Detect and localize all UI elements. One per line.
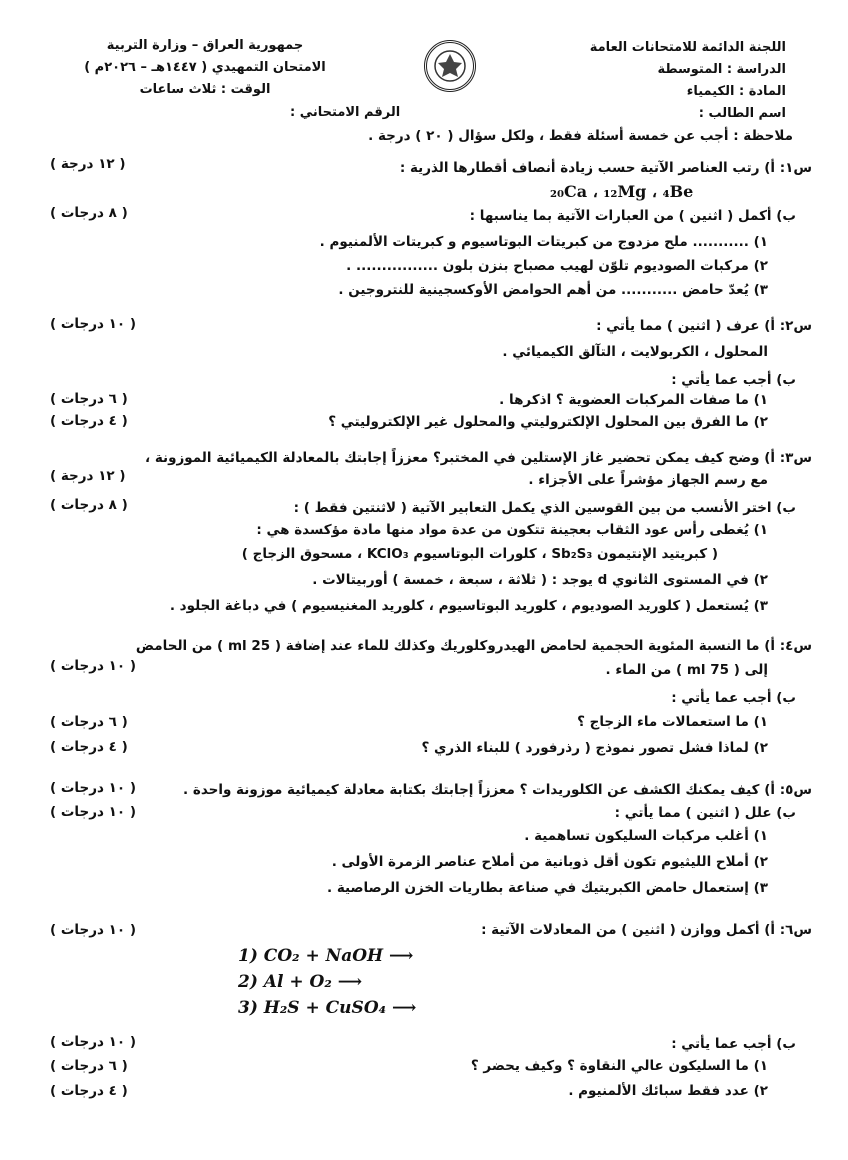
q3-part-a-line2: مع رسم الجهاز مؤشراً على الأجزاء .: [528, 472, 768, 488]
republic-ministry: جمهورية العراق – وزارة التربية: [106, 38, 304, 53]
q2-item-1: ١) ما صفات المركبات العضوية ؟ اذكرها .: [499, 392, 768, 408]
q2-item-2-marks: ( ٤ درجات ): [50, 413, 128, 429]
q1-item-3: ٣) يُعدّ حامض ........... من أهم الحوامض الأوكسجينية للنتروجين .: [338, 282, 768, 298]
q4-part-a-line1: س٤: أ) ما النسبة المئوية الحجمية لحامض الهيدروكلوريك وكذلك للماء عند إضافة ( 25 ml ) من الحامض: [135, 638, 812, 654]
q2-terms: المحلول ، الكربولايت ، التآلق الكيميائي .: [502, 344, 768, 360]
q5-item-3: ٣) إستعمال حامض الكبريتيك في صناعة بطاريات الخزن الرصاصية .: [326, 880, 768, 896]
student-name-label: اسم الطالب :: [698, 106, 786, 121]
q4-item-1: ١) ما استعمالات ماء الزجاج ؟: [577, 714, 768, 730]
q3-item-1-options: ( كبريتيد الإنتيمون Sb₂S₃ ، كلورات البوتاسيوم KClO₃ ، مسحوق الزجاج ): [241, 546, 718, 562]
exam-note: ملاحظة : أجب عن خمسة أسئلة فقط ، ولكل سؤال ( ٢٠ ) درجة .: [368, 128, 793, 144]
q1-part-a: س١: أ) رتب العناصر الآتية حسب زيادة أنصاف أقطارها الذرية :: [399, 160, 812, 176]
committee-name: اللجنة الدائمة للامتحانات العامة: [589, 40, 786, 55]
q5-part-b: ب) علل ( اثنين ) مما يأتي :: [614, 805, 796, 821]
q4-item-2: ٢) لماذا فشل تصور نموذج ( رذرفورد ) للبناء الذري ؟: [421, 740, 768, 756]
q2-item-2: ٢) ما الفرق بين المحلول الإلكتروليتي والمحلول غير الإلكتروليتي ؟: [328, 414, 768, 430]
q6-b-marks: ( ١٠ درجات ): [50, 1034, 136, 1050]
q4-part-a-line2: إلى ( 75 ml ) من الماء .: [605, 662, 768, 678]
q5-b-marks: ( ١٠ درجات ): [50, 804, 136, 820]
q1-item-2: ٢) مركبات الصوديوم تلوّن لهيب مصباح بنزن بلون ................ .: [346, 258, 768, 274]
q6-item-1: ١) ما السليكون عالي النقاوة ؟ وكيف يحضر ؟: [470, 1058, 768, 1074]
q6-a-marks: ( ١٠ درجات ): [50, 922, 136, 938]
subject: المادة : الكيمياء: [686, 84, 786, 99]
q6-item-2: ٢) عدد فقط سبائك الألمنيوم .: [568, 1083, 768, 1099]
exam-title: الامتحان التمهيدي ( ١٤٤٧هـ – ٢٠٢٦م ): [84, 60, 326, 75]
q6-part-b: ب) أجب عما يأتي :: [671, 1036, 796, 1052]
q3-item-3: ٣) يُستعمل ( كلوريد الصوديوم ، كلوريد البوتاسيوم ، كلوريد المغنيسيوم ) في دباغة الجلود .: [169, 598, 768, 614]
q2-item-1-marks: ( ٦ درجات ): [50, 391, 128, 407]
q2-part-b: ب) أجب عما يأتي :: [671, 372, 796, 388]
q5-item-1: ١) أغلب مركبات السليكون تساهمية .: [524, 828, 768, 844]
q1-b-marks: ( ٨ درجات ): [50, 205, 128, 221]
q3-b-marks: ( ٨ درجات ): [50, 497, 128, 513]
exam-time: الوقت : ثلاث ساعات: [139, 82, 271, 97]
q6-equation-3: 3) H₂S + CuSO₄ ⟶: [238, 998, 417, 1018]
q3-part-b: ب) اختر الأنسب من بين القوسين الذي يكمل التعابير الآتية ( لاثنتين فقط ) :: [293, 500, 796, 516]
q3-item-1: ١) يُغطى رأس عود الثقاب بعجينة تتكون من عدة مواد منها مادة مؤكسدة هي :: [256, 522, 768, 538]
q6-equation-1: 1) CO₂ + NaOH ⟶: [238, 946, 414, 966]
q5-a-marks: ( ١٠ درجات ): [50, 780, 136, 796]
q4-part-b: ب) أجب عما يأتي :: [671, 690, 796, 706]
q3-a-marks: ( ١٢ درجة ): [50, 468, 126, 484]
q1-item-1: ١) ........... ملح مزدوج من كبريتات البوتاسيوم و كبريتات الألمنيوم .: [319, 234, 768, 250]
q3-part-a-line1: س٣: أ) وضح كيف يمكن تحضير غاز الإستلين في المختبر؟ معززاً إجابتك بالمعادلة الكيميائية الموزونة ،: [145, 450, 812, 466]
q1-elements: ₂₀Ca ، ₁₂Mg ، ₄Be: [550, 182, 694, 201]
q4-item-2-marks: ( ٤ درجات ): [50, 739, 128, 755]
q6-item-2-marks: ( ٤ درجات ): [50, 1083, 128, 1099]
q1-a-marks: ( ١٢ درجة ): [50, 156, 126, 172]
q3-item-2: ٢) في المستوى الثانوي d يوجد : ( ثلاثة ، سبعة ، خمسة ) أوربيتالات .: [312, 572, 768, 588]
q6-equation-2: 2) Al + O₂ ⟶: [238, 972, 363, 992]
ministry-seal-icon: [424, 40, 476, 92]
q2-a-marks: ( ١٠ درجات ): [50, 316, 136, 332]
q4-item-1-marks: ( ٦ درجات ): [50, 714, 128, 730]
q5-item-2: ٢) أملاح الليثيوم تكون أقل ذوبانية من أملاح عناصر الزمرة الأولى .: [331, 854, 768, 870]
q1-part-b: ب) أكمل ( اثنين ) من العبارات الآتية بما يناسبها :: [469, 208, 796, 224]
q6-part-a: س٦: أ) أكمل ووازن ( اثنين ) من المعادلات الآتية :: [481, 922, 812, 938]
q5-part-a: س٥: أ) كيف يمكنك الكشف عن الكلوريدات ؟ معززاً إجابتك بكتابة معادلة كيميائية موزونة واحدة .: [183, 782, 812, 798]
exam-number-label: الرقم الامتحاني :: [290, 105, 401, 120]
study-level: الدراسة : المتوسطة: [657, 62, 786, 77]
q6-item-1-marks: ( ٦ درجات ): [50, 1058, 128, 1074]
q4-a-marks: ( ١٠ درجات ): [50, 658, 136, 674]
q2-part-a: س٢: أ) عرف ( اثنين ) مما يأتي :: [596, 318, 812, 334]
